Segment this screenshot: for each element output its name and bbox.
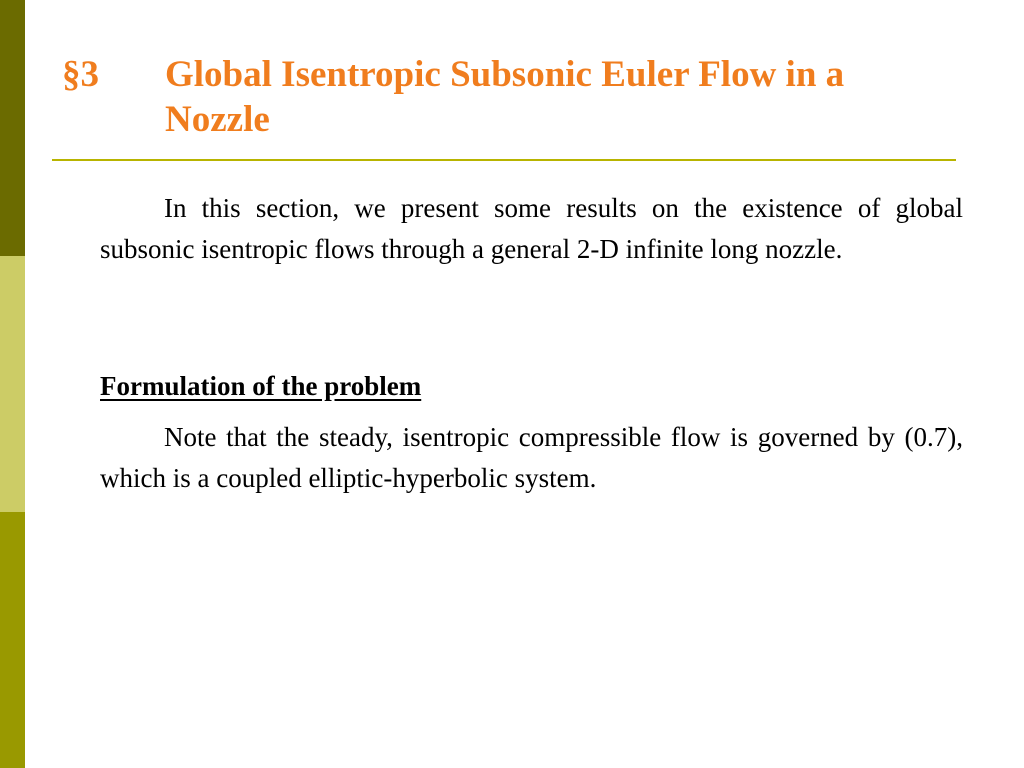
body-paragraph: Note that the steady, isentropic compressible flow is governed by (0.7), which is a coupled elliptic-hyperbolic system. bbox=[100, 422, 963, 493]
intro-paragraph: In this section, we present some results on the existence of global subsonic isentropic flows through a general 2-D infinite long nozzle. bbox=[100, 193, 963, 264]
intro-paragraph-block bbox=[100, 188, 963, 270]
body-paragraph-block bbox=[100, 417, 963, 499]
title-divider bbox=[52, 159, 956, 161]
sidebar-band-dark bbox=[0, 0, 25, 256]
subheading: Formulation of the problem bbox=[100, 371, 422, 401]
sidebar-band-olive bbox=[0, 512, 25, 768]
sidebar-band-light bbox=[0, 256, 25, 512]
section-number: §3 bbox=[62, 54, 99, 95]
decorative-sidebar bbox=[0, 0, 25, 768]
title-text: Global Isentropic Subsonic Euler Flow in a Nozzle bbox=[165, 54, 845, 140]
